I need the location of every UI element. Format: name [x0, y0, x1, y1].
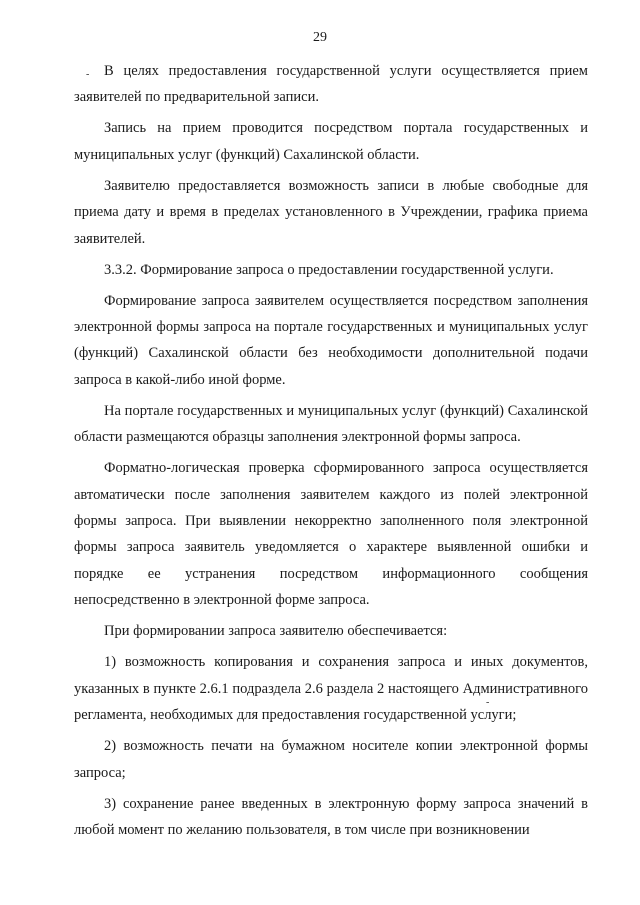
scan-mark: -	[486, 697, 490, 708]
list-item: 2) возможность печати на бумажном носителе копии электронной формы запроса;	[74, 738, 588, 781]
paragraph: Запись на прием проводится посредством портала государственных и муниципальных услуг (функций) Сахалинской области.	[74, 120, 588, 163]
paragraph: Формирование запроса заявителем осуществляется посредством заполнения электронной формы запроса на портале государственных и муниципальных услуг (функций) Сахалинской области без необходимости дополнительной подачи запроса в какой-либо иной форме.	[74, 292, 588, 388]
paragraph: В целях предоставления государственной услуги осуществляется прием заявителей по предварительной записи.	[74, 63, 588, 106]
paragraph: Форматно-логическая проверка сформированного запроса осуществляется автоматически после заполнения заявителем каждого из полей электронной формы запроса. При выявлении некорректно заполненного поля электронной формы запроса заявитель уведомляется о характере выявленной ошибки и порядке ее устранения посредством информационного сообщения непосредственно в электронной форме запроса.	[74, 460, 588, 609]
list-item: 1) возможность копирования и сохранения запроса и иных документов, указанных в пункте 2.6.1 подраздела 2.6 раздела 2 настоящего Административного регламента, необходимых для предоставления государственной услуги;	[74, 654, 588, 724]
page-number: 29	[313, 30, 327, 45]
list-item: 3) сохранение ранее введенных в электронную форму запроса значений в любой момент по желанию пользователя, в том числе при возникновении	[74, 795, 588, 838]
paragraph: При формировании запроса заявителю обеспечивается:	[104, 623, 448, 640]
scan-mark: -	[86, 69, 90, 80]
paragraph: Заявителю предоставляется возможность записи в любые свободные для приема дату и время в пределах установленного в Учреждении, графика приема заявителей.	[74, 177, 588, 247]
document-body	[74, 58, 588, 848]
paragraph: На портале государственных и муниципальных услуг (функций) Сахалинской области размещаются образцы заполнения электронной формы запроса.	[74, 402, 588, 446]
section-heading: 3.3.2. Формирование запроса о предоставлении государственной услуги.	[104, 261, 554, 278]
